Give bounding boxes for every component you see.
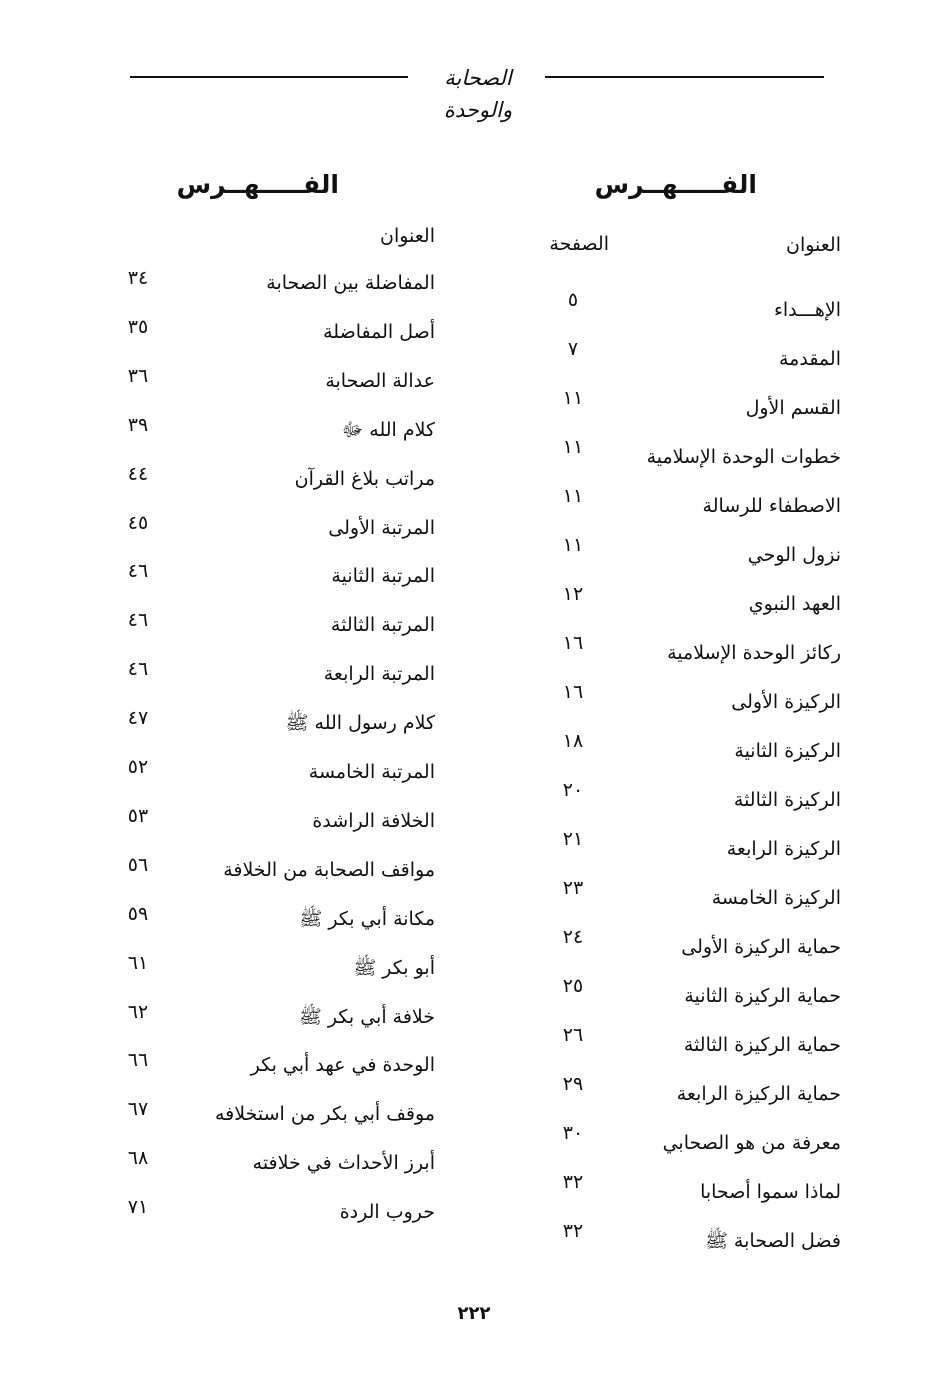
left-column-title: الفـــــهــرس bbox=[176, 170, 339, 199]
toc-entry-page: ٤٦ bbox=[127, 609, 149, 632]
header-rule-right bbox=[545, 76, 824, 78]
toc-entry-title: الخلافة الراشدة bbox=[312, 809, 435, 832]
toc-entry-title: أبو بكر ﷺ bbox=[353, 956, 435, 979]
toc-entry-title: المقدمة bbox=[778, 348, 841, 370]
toc-entry-title: حماية الركيزة الثالثة bbox=[683, 1034, 841, 1056]
toc-entry-page: ٧١ bbox=[127, 1196, 149, 1219]
toc-entry-page: ٣٢ bbox=[562, 1220, 584, 1242]
toc-entry-page: ٤٦ bbox=[127, 560, 149, 583]
toc-entry-page: ٣٩ bbox=[127, 413, 149, 436]
toc-entry-page: ١٦ bbox=[562, 681, 584, 703]
toc-entry-page: ٢٣ bbox=[562, 877, 584, 899]
toc-entry-title: مكانة أبي بكر ﷺ bbox=[299, 907, 435, 930]
toc-entry-title: عدالة الصحابة bbox=[325, 369, 435, 392]
toc-entry-page: ٤٤ bbox=[127, 462, 149, 485]
toc-entry-title: العهد النبوي bbox=[748, 593, 841, 615]
toc-entry-title: المفاضلة بين الصحابة bbox=[266, 272, 435, 294]
toc-entry-page: ٥٩ bbox=[127, 902, 149, 925]
toc-entry-page: ٢٤ bbox=[562, 926, 584, 948]
toc-entry-page: ٧ bbox=[567, 338, 579, 360]
toc-entry-page: ٢٠ bbox=[562, 779, 584, 801]
toc-entry-page: ٤٧ bbox=[127, 707, 149, 730]
toc-entry-title: الركيزة الرابعة bbox=[726, 838, 841, 860]
toc-entry-page: ٦٦ bbox=[127, 1049, 149, 1072]
toc-entry-title: فضل الصحابة ﷺ bbox=[704, 1230, 841, 1252]
toc-entry-page: ١٨ bbox=[562, 730, 584, 752]
toc-entry-page: ١١ bbox=[562, 485, 584, 507]
toc-entry-title: القسم الأول bbox=[745, 397, 841, 419]
toc-entry-title: حماية الركيزة الرابعة bbox=[676, 1083, 841, 1105]
toc-entry-page: ٣٦ bbox=[127, 364, 149, 387]
toc-entry-page: ٣٥ bbox=[127, 315, 149, 338]
toc-entry-title: حماية الركيزة الثانية bbox=[684, 985, 841, 1007]
toc-entry-title: موقف أبي بكر من استخلافه bbox=[214, 1103, 435, 1126]
toc-entry-title: لماذا سموا أصحابا bbox=[700, 1181, 841, 1203]
toc-entry-title: الركيزة الخامسة bbox=[711, 887, 841, 909]
toc-entry-title: الاصطفاء للرسالة bbox=[702, 495, 841, 517]
header-rule-left bbox=[130, 76, 408, 78]
toc-entry-page: ١١ bbox=[562, 387, 584, 409]
toc-entry-title: حروب الردة bbox=[339, 1201, 435, 1224]
toc-entry-title: حماية الركيزة الأولى bbox=[681, 936, 841, 958]
toc-entry-page: ٥ bbox=[567, 289, 579, 311]
toc-entry-page: ١٦ bbox=[562, 632, 584, 654]
toc-entry-page: ٣٠ bbox=[562, 1122, 584, 1144]
toc-entry-title: نزول الوحي bbox=[747, 544, 841, 566]
toc-entry-title: المرتبة الأولى bbox=[328, 516, 435, 539]
toc-entry-title: كلام رسول الله ﷺ bbox=[285, 712, 435, 735]
toc-entry-title: الوحدة في عهد أبي بكر bbox=[250, 1054, 435, 1077]
toc-entry-title: المرتبة الرابعة bbox=[323, 663, 435, 686]
toc-entry-title: المرتبة الثانية bbox=[331, 565, 435, 588]
toc-entry-title: الركيزة الأولى bbox=[731, 691, 841, 713]
right-column-title: الفـــــهــرس bbox=[594, 170, 757, 199]
toc-entry-page: ٢٦ bbox=[562, 1024, 584, 1046]
left-title-label: العنوان bbox=[379, 225, 435, 247]
toc-entry-page: ١٢ bbox=[562, 583, 584, 605]
toc-entry-title: الركيزة الثالثة bbox=[733, 789, 841, 811]
toc-entry-page: ٢٥ bbox=[562, 975, 584, 997]
footer-page-number: ٢٢٢ bbox=[457, 1303, 491, 1324]
toc-entry-page: ٢٩ bbox=[562, 1073, 584, 1095]
toc-entry-title: كلام الله ﷻ bbox=[341, 418, 435, 441]
toc-entry-page: ٣٢ bbox=[562, 1171, 584, 1193]
toc-entry-title: خلافة أبي بكر ﷺ bbox=[298, 1005, 435, 1028]
toc-entry-page: ٦٧ bbox=[127, 1098, 149, 1121]
toc-entry-title: الإهـــداء bbox=[773, 299, 841, 321]
toc-entry-title: الركيزة الثانية bbox=[734, 740, 841, 762]
toc-entry-title: أصل المفاضلة bbox=[323, 320, 435, 343]
toc-entry-title: مراتب بلاغ القرآن bbox=[294, 467, 435, 490]
toc-entry-page: ١١ bbox=[562, 534, 584, 556]
toc-entry-page: ٣٤ bbox=[127, 267, 149, 289]
toc-entry-page: ٢١ bbox=[562, 828, 584, 850]
toc-entry-page: ٥٦ bbox=[127, 853, 149, 876]
toc-entry-title: معرفة من هو الصحابي bbox=[662, 1132, 841, 1154]
toc-entry-title: خطوات الوحدة الإسلامية bbox=[646, 446, 841, 468]
toc-entry-page: ١١ bbox=[562, 436, 584, 458]
toc-entry-page: ٥٣ bbox=[127, 804, 149, 827]
toc-entry-title: أبرز الأحداث في خلافته bbox=[252, 1152, 435, 1175]
toc-entry-page: ٦٢ bbox=[127, 1000, 149, 1023]
toc-entry-title: المرتبة الخامسة bbox=[308, 761, 435, 783]
toc-entry-page: ٤٦ bbox=[127, 658, 149, 681]
toc-entry-page: ٥٢ bbox=[127, 756, 149, 778]
toc-entry-page: ٦١ bbox=[127, 951, 149, 974]
toc-entry-page: ٦٨ bbox=[127, 1147, 149, 1170]
toc-entry-title: المرتبة الثالثة bbox=[330, 614, 435, 637]
right-title-label: العنوان bbox=[785, 234, 841, 256]
toc-entry-title: مواقف الصحابة من الخلافة bbox=[223, 858, 435, 881]
right-page-label: الصفحة bbox=[549, 233, 609, 255]
toc-entry-page: ٤٥ bbox=[127, 511, 149, 534]
toc-entry-title: ركائز الوحدة الإسلامية bbox=[667, 642, 841, 664]
header-logo: الصحابة والوحدة bbox=[443, 66, 513, 122]
